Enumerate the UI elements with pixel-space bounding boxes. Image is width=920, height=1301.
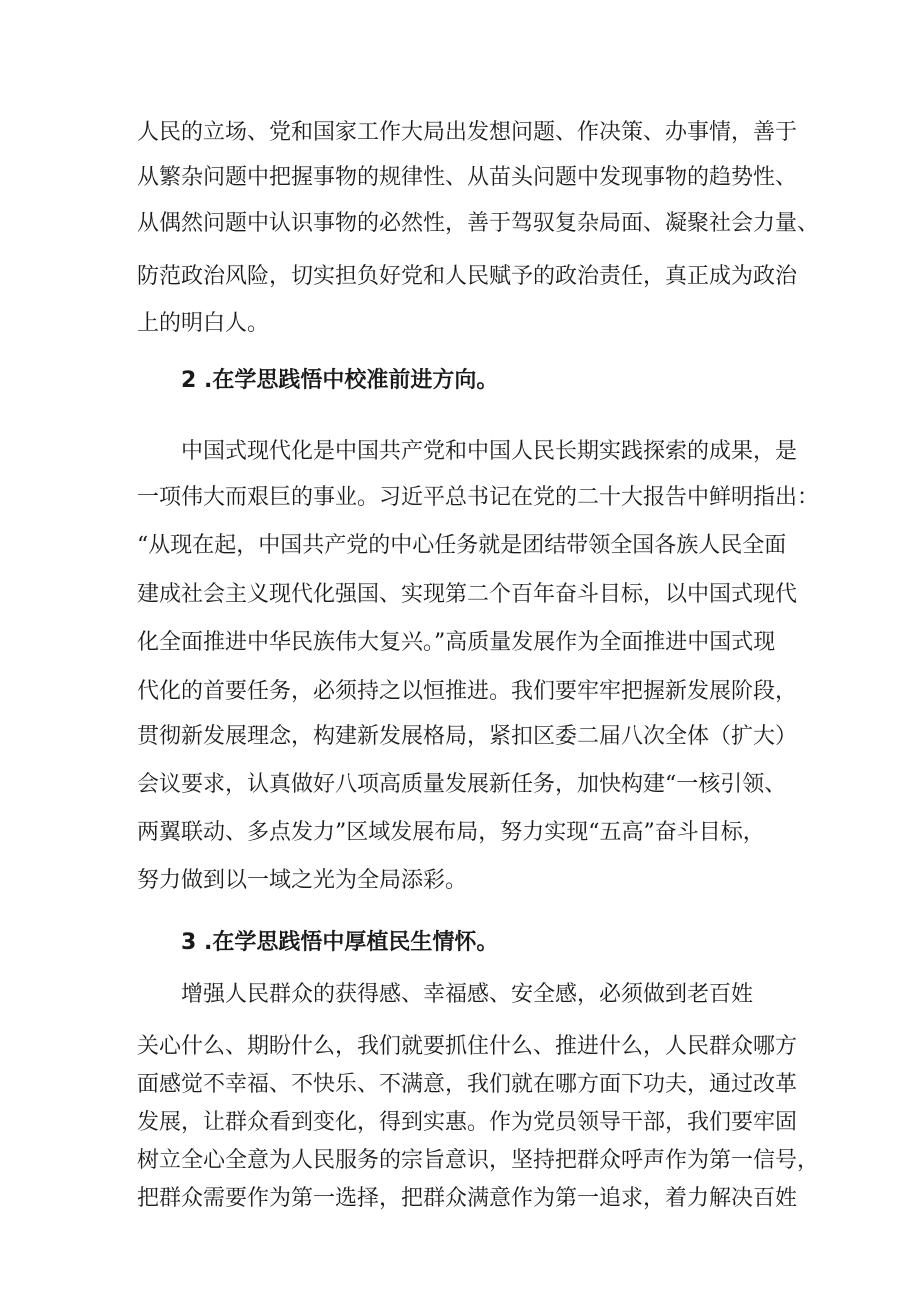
text-line: 一项伟大而艰巨的事业。习近平总书记在党的二十大报告中鲜明指出：: [137, 485, 820, 510]
text-line: 人民的立场、党和国家工作大局出发想问题、作决策、办事情，善于: [137, 120, 798, 145]
text-line: 贯彻新发展理念，构建新发展格局，紧扣区委二届八次全体（扩大）: [137, 724, 798, 749]
text-line: 中国式现代化是中国共产党和中国人民长期实践探索的成果，是: [181, 439, 798, 464]
text-line: 面感觉不幸福、不快乐、不满意，我们就在哪方面下功夫，通过改革: [137, 1072, 798, 1097]
text-line: 把群众需要作为第一选择，把群众满意作为第一追求，着力解决百姓: [137, 1186, 798, 1211]
text-line: 建成社会主义现代化强国、实现第二个百年奋斗目标，以中国式现代: [137, 582, 798, 607]
text-line: 从偶然问题中认识事物的必然性，善于驾驭复杂局面、凝聚社会力量、: [137, 211, 820, 236]
text-line: 关心什么、期盼什么，我们就要抓住什么、推进什么，人民群众哪方: [137, 1034, 798, 1059]
section-heading-3: 3 .在学思践悟中厚植民生情怀。: [181, 930, 499, 955]
text-line: 防范政治风险，切实担负好党和人民赋予的政治责任，真正成为政治: [137, 264, 798, 289]
text-line: 代化的首要任务，必须持之以恒推进。我们要牢牢把握新发展阶段，: [137, 679, 798, 704]
text-line: 增强人民群众的获得感、幸福感、安全感，必须做到老百姓: [181, 982, 754, 1007]
text-line: 上的明白人。: [137, 311, 270, 336]
text-line: 化全面推进中华民族伟大复兴。”高质量发展作为全面推进中国式现: [137, 630, 776, 655]
text-line: “从现在起，中国共产党的中心任务就是团结带领全国各族人民全面: [137, 533, 787, 558]
section-heading-2: 2 .在学思践悟中校准前进方向。: [181, 368, 499, 393]
text-line: 努力做到以一域之光为全局添彩。: [137, 868, 468, 893]
text-line: 会议要求，认真做好八项高质量发展新任务，加快构建“一核引领、: [137, 772, 787, 797]
text-line: 发展，让群众看到变化，得到实惠。作为党员领导干部，我们要牢固: [137, 1110, 798, 1135]
text-line: 从繁杂问题中把握事物的规律性、从苗头问题中发现事物的趋势性、: [137, 165, 798, 190]
text-line: 树立全心全意为人民服务的宗旨意识，坚持把群众呼声作为第一信号，: [137, 1148, 820, 1173]
text-line: 两翼联动、多点发力”区域发展布局，努力实现“五高”奋斗目标，: [137, 820, 765, 845]
